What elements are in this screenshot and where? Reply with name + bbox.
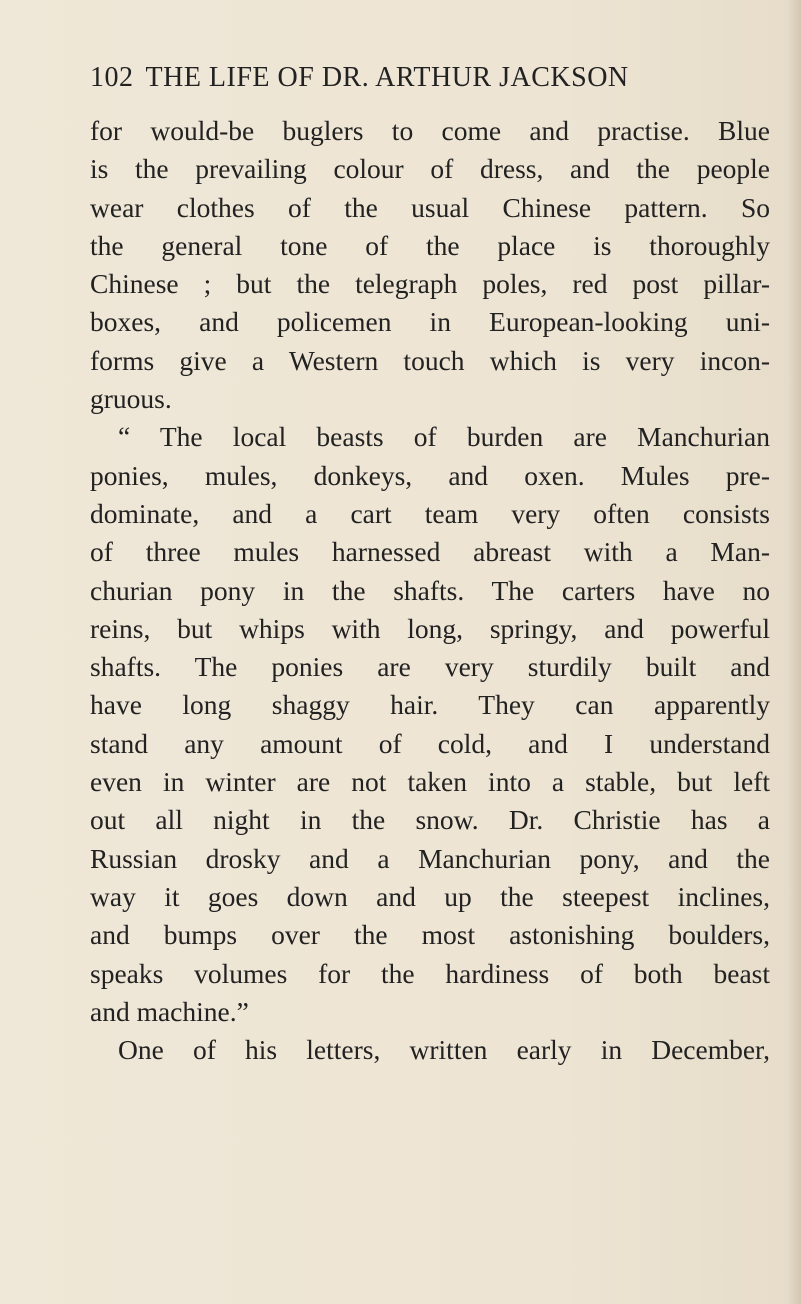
text-line: of three mules harnessed abreast with a Man- bbox=[90, 536, 770, 568]
page-number: 102 bbox=[90, 62, 134, 93]
running-title: THE LIFE OF DR. ARTHUR JACKSON bbox=[145, 62, 629, 93]
text-line: have long shaggy hair. They can apparently bbox=[90, 689, 770, 721]
text-line: way it goes down and up the steepest inclines, bbox=[90, 880, 770, 912]
text-line: Chinese ; but the telegraph poles, red post pillar- bbox=[90, 268, 770, 300]
text-line: ponies, mules, donkeys, and oxen. Mules pre- bbox=[90, 459, 770, 491]
text-line: “ The local beasts of burden are Manchurian bbox=[118, 421, 770, 453]
text-line: speaks volumes for the hardiness of both beast bbox=[90, 957, 770, 989]
body-text bbox=[90, 112, 770, 1069]
text-line: wear clothes of the usual Chinese pattern. So bbox=[90, 191, 770, 223]
text-line: churian pony in the shafts. The carters have no bbox=[90, 574, 770, 606]
text-line: forms give a Western touch which is very incon- bbox=[90, 344, 770, 376]
text-line: reins, but whips with long, springy, and powerful bbox=[90, 612, 770, 644]
text-line: for would-be buglers to come and practise. Blue bbox=[90, 115, 770, 146]
running-header bbox=[90, 62, 730, 94]
text-line: the general tone of the place is thoroughly bbox=[90, 229, 770, 261]
text-line: One of his letters, written early in December, bbox=[118, 1034, 770, 1066]
text-line: even in winter are not taken into a stable, but left bbox=[90, 766, 770, 798]
page-edge-shadow bbox=[787, 0, 801, 1304]
text-line: out all night in the snow. Dr. Christie has a bbox=[90, 804, 770, 836]
text-line: Russian drosky and a Manchurian pony, and the bbox=[90, 842, 770, 874]
text-line: gruous. bbox=[90, 383, 172, 415]
text-line: is the prevailing colour of dress, and the people bbox=[90, 153, 770, 185]
text-line: stand any amount of cold, and I understand bbox=[90, 727, 770, 759]
text-line: and machine.” bbox=[90, 995, 249, 1027]
text-line: boxes, and policemen in European-looking uni- bbox=[90, 306, 770, 338]
text-line: and bumps over the most astonishing boulders, bbox=[90, 919, 770, 951]
text-line: shafts. The ponies are very sturdily built and bbox=[90, 651, 770, 683]
text-line: dominate, and a cart team very often consists bbox=[90, 497, 770, 529]
